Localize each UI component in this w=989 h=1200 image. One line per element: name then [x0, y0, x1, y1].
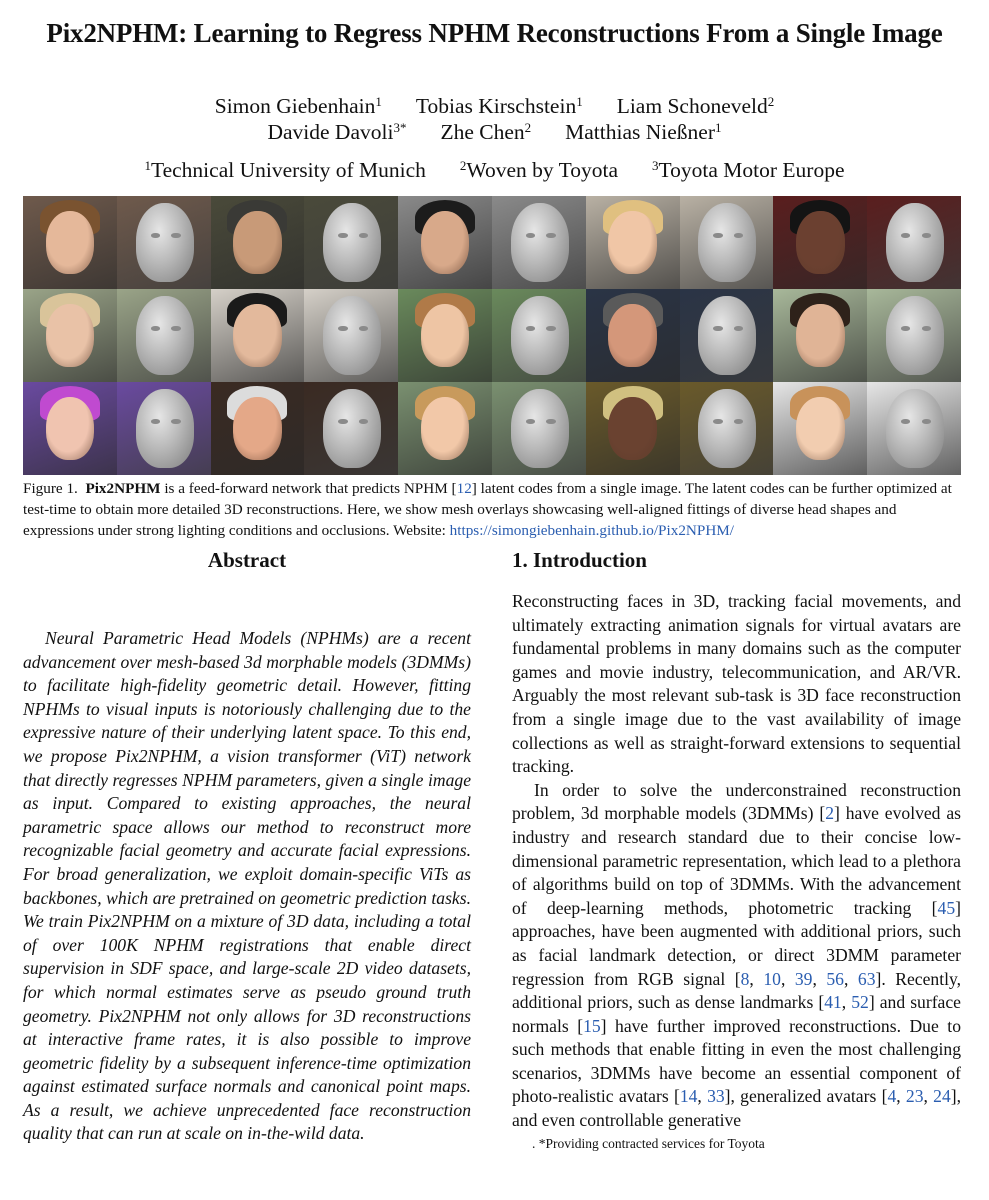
citation-link[interactable]: 45 — [937, 897, 956, 918]
citation-link[interactable]: 52 — [851, 992, 869, 1013]
figure-image-grid — [23, 196, 961, 475]
mesh-head — [136, 389, 194, 467]
intro-text-segment: , — [841, 992, 852, 1013]
mesh-head — [136, 203, 194, 281]
citation-link[interactable]: 14 — [679, 1086, 698, 1107]
face-shape — [46, 397, 95, 460]
mesh-overlay — [492, 196, 586, 289]
intro-text-segment: ], generalized avatars [ — [724, 1086, 888, 1107]
face-shape — [796, 304, 845, 367]
intro-text-segment: ] have evolved as industry and research standard due to their concise low-dimensional parametric representation, which lead to a plethora of algorithms build on top of 3DMMs. With the advancement of deep-learning methods, photometric tracking [ — [512, 803, 961, 918]
mesh-eye — [734, 419, 743, 424]
left-column — [23, 548, 471, 1164]
mesh-head — [886, 203, 944, 281]
mesh-head — [886, 296, 944, 374]
mesh-eye — [171, 233, 180, 238]
input-photo — [211, 289, 305, 382]
citation-link[interactable]: 8 — [740, 968, 750, 989]
mesh-overlay — [867, 289, 961, 382]
mesh-eye — [546, 419, 555, 424]
input-photo — [211, 382, 305, 475]
author-name: Davide Davoli — [267, 120, 394, 144]
face-shape — [796, 211, 845, 274]
affiliation-0 — [144, 158, 425, 182]
intro-text-segment: , — [749, 968, 764, 989]
author-2 — [617, 94, 775, 118]
intro-text-segment: ] have further improved reconstructions. Due to such methods that enable fitting in even the most challenging scenarios, 3DMMs have become an essential component of photo-realistic avatars [ — [512, 1015, 961, 1107]
author-name: Zhe Chen — [440, 120, 525, 144]
input-photo — [586, 196, 680, 289]
intro-text-segment: In order to solve the underconstrained reconstruction problem, 3d morphable models (3DMMs) [ — [512, 779, 961, 824]
face-shape — [796, 397, 845, 460]
author-name: Simon Giebenhain — [214, 94, 376, 118]
mesh-head — [323, 389, 381, 467]
mesh-eye — [526, 233, 535, 238]
mesh-head — [886, 389, 944, 467]
mesh-eye — [526, 326, 535, 331]
author-1 — [416, 94, 583, 118]
authors-row-1 — [0, 94, 989, 119]
mesh-eye — [526, 419, 535, 424]
mesh-overlay — [867, 382, 961, 475]
mesh-overlay — [492, 289, 586, 382]
mesh-head — [698, 389, 756, 467]
citation-link[interactable]: 2 — [825, 803, 834, 824]
intro-text-segment: , — [896, 1086, 906, 1107]
caption-ref[interactable]: 12 — [456, 480, 472, 497]
author-1 — [440, 120, 531, 144]
figure-label: Figure 1. — [23, 480, 78, 497]
mesh-eye — [151, 326, 160, 331]
author-0 — [267, 120, 406, 144]
mesh-head — [511, 296, 569, 374]
affiliation-marker: 3 — [652, 158, 659, 173]
caption-text-2: ] latent codes from a single image. The latent codes can be further optimized at test-time to obtain more detailed 3D reconstructions. Here, we show mesh overlays showcasing well-aligned fittings of diverse head shapes and expressions under strong lighting conditions and occlusions. Website: — [23, 480, 952, 539]
face-shape — [608, 304, 657, 367]
citation-link[interactable]: 56 — [826, 968, 844, 989]
mesh-eye — [922, 419, 931, 424]
affiliation-marker: 1 — [375, 94, 382, 109]
intro-text-segment: ] and surface normals [ — [512, 992, 961, 1036]
abstract-heading: Abstract — [207, 548, 287, 572]
citation-link[interactable]: 33 — [707, 1086, 725, 1107]
citation-link[interactable]: 63 — [857, 968, 876, 989]
author-2 — [565, 120, 721, 144]
face-shape — [421, 304, 470, 367]
citation-link[interactable]: 39 — [794, 968, 813, 989]
input-photo — [398, 382, 492, 475]
affiliation-marker: 2 — [524, 120, 532, 135]
abstract-text: Neural Parametric Head Models (NPHMs) are a recent advancement over mesh-based 3d morphable models (3DMMs) to facilitate high-fidelity geometric detail. However, fitting NPHMs to visual inputs is notoriously challenging due to the expressive nature of their underlying latent space. To this end, we propose Pix2NPHM, a vision transformer (ViT) network that directly regresses NPHM parameters, given a single image as input. Compared to existing approaches, the neural parametric space allows our method to reconstruct more recognizable facial geometry and accurate facial expressions. For broad generalization, we exploit domain-specific ViTs as backbones, which are pretrained on geometric prediction tasks. We train Pix2NPHM on a mixture of 3D data, including a total of over 100K NPHM registrations that enable direct supervision in SDF space, and large-scale 2D video datasets, for which normal estimates serve as pseudo ground truth geometry. Pix2NPHM not only allows for 3D reconstructions at interactive frame rates, it is also possible to improve geometric fidelity by a subsequent inference-time optimization against estimated surface normals and canonical point maps. As a result, we achieve unprecedented face reconstruction quality that can run at scale on in-the-wild data. — [23, 628, 471, 1144]
face-shape — [46, 304, 95, 367]
face-shape — [233, 397, 282, 460]
mesh-head — [323, 203, 381, 281]
mesh-eye — [713, 326, 722, 331]
intro-text-segment: , — [923, 1086, 934, 1107]
intro-text-segment: ] approaches, have been augmented with additional priors, such as facial landmark detection, or direct 3DMM parameter regression from RGB signal [ — [512, 897, 961, 989]
mesh-eye — [338, 233, 347, 238]
paper-title: Pix2NPHM: Learning to Regress NPHM Reconstructions From a Single Image — [46, 18, 943, 48]
mesh-overlay — [117, 289, 211, 382]
mesh-eye — [546, 233, 555, 238]
project-website-link[interactable]: https://simongiebenhain.github.io/Pix2NPHM/ — [449, 522, 735, 539]
intro-text-segment: , — [697, 1086, 708, 1107]
mesh-overlay — [117, 382, 211, 475]
mesh-overlay — [304, 382, 398, 475]
affiliation-marker: 2 — [459, 158, 467, 173]
affiliation-name: Toyota Motor Europe — [658, 158, 845, 182]
mesh-eye — [338, 419, 347, 424]
citation-link[interactable]: 23 — [905, 1086, 924, 1107]
input-photo — [23, 196, 117, 289]
mesh-head — [323, 296, 381, 374]
input-photo — [586, 382, 680, 475]
mesh-eye — [901, 419, 910, 424]
face-shape — [421, 211, 470, 274]
affiliation-name: Woven by Toyota — [466, 158, 619, 182]
intro-text-segment: ], and even controllable generative — [512, 1086, 961, 1131]
input-photo — [23, 289, 117, 382]
mesh-eye — [734, 326, 743, 331]
intro-text-segment: ]. Recently, additional priors, such as dense landmarks [ — [512, 968, 962, 1013]
footnote: . *Providing contracted services for Toyota — [532, 1136, 765, 1151]
citation-link[interactable]: 4 — [887, 1086, 897, 1107]
intro-paragraph-1: Reconstructing faces in 3D, tracking facial movements, and ultimately extracting animation signals for virtual avatars are fundamental problems in many domains such as the computer games and movie industry, telecommunication, and AR/VR. Arguably the most relevant sub-task is 3D face reconstruction from a single image due to the vast availability of image collections as well as straight-forward extensions to sequential tracking. — [512, 591, 961, 777]
introduction-heading: 1. Introduction — [512, 548, 647, 572]
intro-paragraph-2 — [512, 779, 961, 1133]
affiliation-marker: 1 — [715, 120, 722, 135]
affiliation-marker: 1 — [144, 158, 151, 173]
author-name: Tobias Kirschstein — [415, 94, 577, 118]
mesh-eye — [713, 233, 722, 238]
mesh-eye — [713, 419, 722, 424]
affiliation-2 — [652, 158, 844, 182]
citation-link[interactable]: 24 — [933, 1086, 951, 1107]
mesh-eye — [901, 233, 910, 238]
face-shape — [46, 211, 95, 274]
input-photo — [23, 382, 117, 475]
mesh-eye — [151, 233, 160, 238]
figure-bold-name: Pix2NPHM — [85, 480, 161, 497]
mesh-eye — [359, 326, 368, 331]
citation-link[interactable]: 41 — [824, 992, 842, 1013]
author-name: Liam Schoneveld — [616, 94, 768, 118]
input-photo — [211, 196, 305, 289]
affiliation-1 — [460, 158, 618, 182]
mesh-overlay — [492, 382, 586, 475]
intro-text-segment: , — [812, 968, 827, 989]
mesh-eye — [359, 233, 368, 238]
affiliation-name: Technical University of Munich — [150, 158, 426, 182]
intro-text-segment: , — [843, 968, 858, 989]
citation-link[interactable]: 15 — [583, 1015, 601, 1036]
mesh-eye — [734, 233, 743, 238]
mesh-overlay — [680, 382, 774, 475]
author-0 — [215, 94, 382, 118]
mesh-eye — [171, 326, 180, 331]
mesh-overlay — [680, 289, 774, 382]
mesh-head — [136, 296, 194, 374]
input-photo — [773, 382, 867, 475]
face-shape — [608, 397, 657, 460]
caption-text-1: is a feed-forward network that predicts NPHM [ — [160, 480, 457, 497]
intro-text-segment: , — [780, 968, 795, 989]
mesh-overlay — [304, 196, 398, 289]
affiliation-marker: 3* — [393, 120, 407, 135]
affiliations — [0, 158, 989, 183]
mesh-head — [511, 389, 569, 467]
affiliation-marker: 1 — [576, 94, 583, 109]
mesh-overlay — [304, 289, 398, 382]
input-photo — [398, 196, 492, 289]
mesh-eye — [901, 326, 910, 331]
mesh-eye — [922, 326, 931, 331]
mesh-overlay — [867, 196, 961, 289]
mesh-overlay — [117, 196, 211, 289]
affiliation-marker: 2 — [767, 94, 775, 109]
author-name: Matthias Nießner — [565, 120, 716, 144]
citation-link[interactable]: 10 — [763, 968, 781, 989]
mesh-head — [698, 203, 756, 281]
mesh-eye — [338, 326, 347, 331]
face-shape — [233, 211, 282, 274]
mesh-eye — [171, 419, 180, 424]
input-photo — [773, 196, 867, 289]
face-shape — [421, 397, 470, 460]
mesh-head — [511, 203, 569, 281]
mesh-head — [698, 296, 756, 374]
face-shape — [233, 304, 282, 367]
input-photo — [398, 289, 492, 382]
mesh-eye — [546, 326, 555, 331]
mesh-eye — [151, 419, 160, 424]
face-shape — [608, 211, 657, 274]
input-photo — [586, 289, 680, 382]
authors-row-2 — [0, 120, 989, 145]
mesh-eye — [922, 233, 931, 238]
figure-caption — [23, 478, 963, 541]
input-photo — [773, 289, 867, 382]
mesh-overlay — [680, 196, 774, 289]
right-column — [512, 548, 961, 1133]
mesh-eye — [359, 419, 368, 424]
